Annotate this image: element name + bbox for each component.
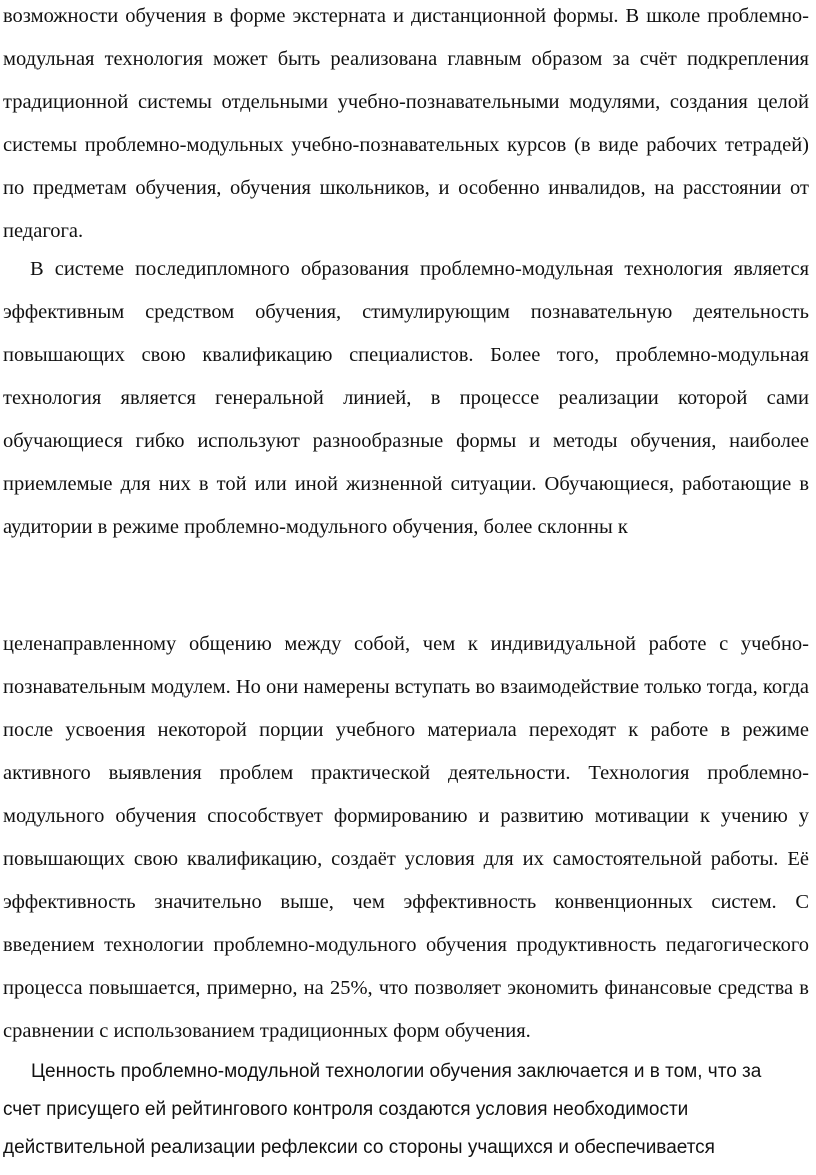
paragraph-1: возможности обучения в форме экстерната и дистанционной формы. В школе проблемно-модульная технология может быть реализована главным образом за счёт подкрепления традиционной системы отдельными учебно-познавательными модулями, создания целой системы проблемно-модульных учебно-познавательных курсов (в виде рабочих тетрадей) по предметам обучения, обучения школьников, и особенно инвалидов, на расстоянии от педагога. [3,5,809,242]
paragraph-2: В системе последипломного образования проблемно-модульная технология является эффективным средством обучения, стимулирующим познавательную деятельность повышающих свою квалификацию специалистов. Более того, проблемно-модульная технология является генеральной линией, в процессе реализации которой сами обучающиеся гибко используют разнообразные формы и методы обучения, наиболее приемлемые для них в той или иной жизненной ситуации. Обучающиеся, работающие в аудитории в режиме проблемно-модульного обучения, более склонны к [3,258,809,538]
paragraph-3: целенаправленному общению между собой, чем к индивидуальной работе с учебно-познавательным модулем. Но они намерены вступать во взаимодействие только тогда, когда после усвоения некоторой порции учебного материала переходят к работе в режиме активного выявления проблем практической деятельности. Технология проблемно-модульного обучения способствует формированию и развитию мотивации к учению у повышающих свою квалификацию, создаёт условия для их самостоятельной работы. Её эффективность значительно выше, чем эффективность конвенционных систем. С введением технологии проблемно-модульного обучения продуктивность педагогического процесса повышается, примерно, на 25%, что позволяет экономить финансовые средства в сравнении с использованием традиционных форм обучения. [3,633,809,1042]
paragraph-4: Ценность проблемно-модульной технологии обучения заключается и в том, что за счет присущего ей рейтингового контроля создаются условия необходимости действительной реализации рефлексии со стороны учащихся и обеспечивается [3,1061,762,1158]
